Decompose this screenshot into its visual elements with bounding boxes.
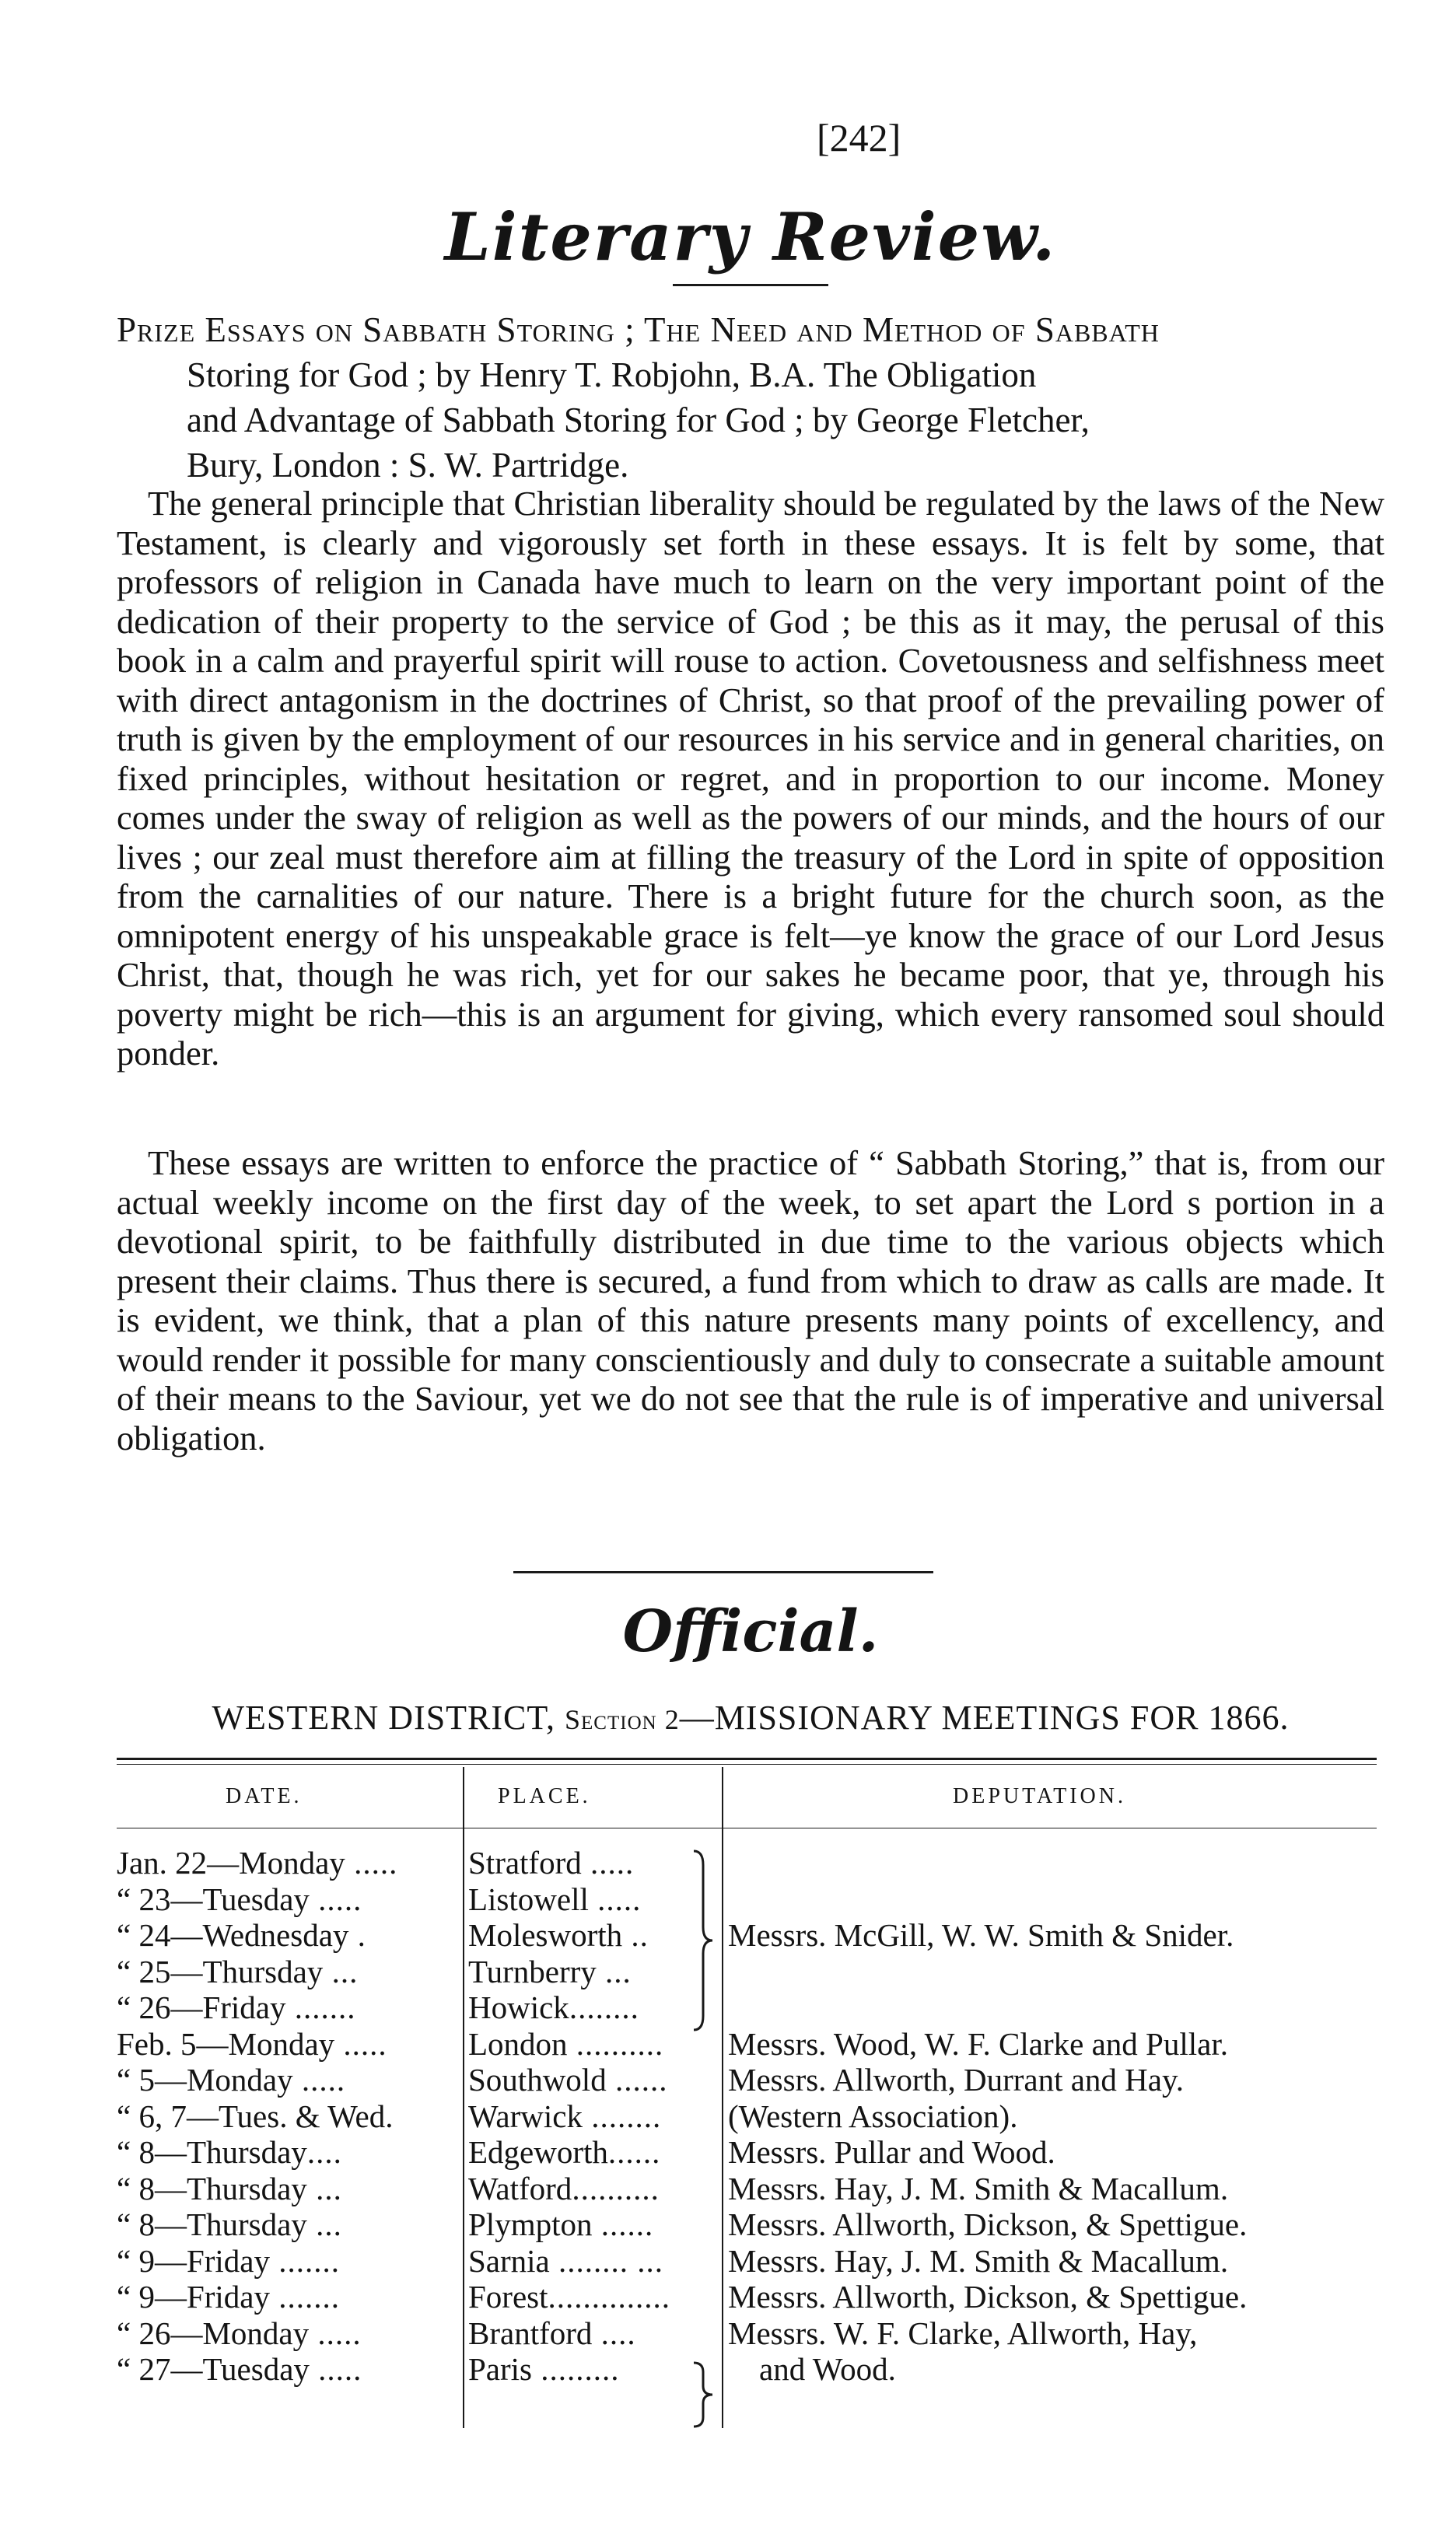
leader-dots: ..... (292, 2062, 346, 2098)
leader-dots: .......... (567, 2025, 664, 2062)
place-cell (468, 2134, 702, 2170)
deputation-cell (728, 2351, 1408, 2387)
date-text: “ 8—Thursday (117, 2134, 307, 2170)
right-brace-icon (691, 2361, 717, 2428)
place-cell (468, 1881, 702, 1917)
deputation-cell (728, 1917, 1377, 1953)
date-cell (117, 2243, 459, 2279)
review-paragraph-2: These essays are written to enforce the practice of “ Sabbath Storing,” that is, from our actual weekly income on the first day of the week, to set apart the Lord s portion in a devotional spirit, to be faithfully distributed in due time to the various objects which present their claims. Thus there is secured, a fund from which to draw as calls are made. It is evident, we think, that a plan of this nature presents many points of excellency, and would render it possible for many conscientiously and duly to consecrate a suitable amount of their means to the Saviour, yet we do not see that the rule is of imperative and universal obligation. (117, 1143, 1384, 1457)
leader-dots: ..... (309, 2351, 362, 2387)
leader-dots: ......... (532, 2351, 620, 2387)
place-text: Sarnia (468, 2242, 550, 2279)
date-text: “ 6, 7—Tues. & Wed. (117, 2098, 394, 2134)
header-date: DATE. (226, 1784, 303, 1808)
place-text: Stratford (468, 1845, 582, 1881)
literary-review-heading: Literary Review. (444, 198, 1057, 275)
missionary-meetings-table (117, 1758, 1377, 2427)
date-text: “ 25—Thursday (117, 1953, 324, 1989)
date-cell (117, 2351, 459, 2387)
date-text: “ 26—Friday (117, 1989, 286, 2025)
place-cell (468, 2098, 702, 2134)
title-line: Prize Essays on Sabbath Storing ; The Need and Method of Sabbath (117, 310, 1160, 349)
review-paragraph-1: The general principle that Christian liberality should be regulated by the laws of the New Testament, is clearly and vigorously set forth in these essays. It is felt by some, that professors of religion in Canada have much to learn on the very important point of the dedication of their property to the service of God ; be this as it may, the perusal of this book in a calm and prayerful spirit will rouse to action. Covetousness and selfishness meet with direct antagonism in the doctrines of Christ, so that proof of the prevailing power of truth is given by the employment of our resources in his service and in general charities, on fixed principles, without hesitation or regret, and in proportion to our income. Money comes under the sway of religion as well as the powers of our minds, and the hours of our lives ; our zeal must therefore aim at filling the treasury of the Lord in spite of opposition from the carnalities of our nature. There is a bright future for the church soon, as the omnipotent energy of his unspeakable grace is felt—ye know the grace of our Lord Jesus Christ, that, though he was rich, yet for our sakes he became poor, that ye, through his poverty might be rich—this is an argument for giving, which every ransomed soul should ponder. (117, 484, 1384, 1073)
place-text: Warwick (468, 2098, 583, 2134)
leader-dots: ....... (270, 2242, 340, 2279)
column-divider (463, 1767, 464, 2428)
deputation-text: Messrs. Hay, J. M. Smith & Macallum. (728, 2170, 1229, 2206)
leader-dots: ..... (334, 2025, 387, 2062)
review-book-title (117, 307, 1384, 488)
place-cell (468, 1917, 702, 1953)
leader-dots: ...... (606, 2062, 668, 2098)
deputation-cell (728, 2026, 1377, 2062)
place-text: Plympton (468, 2206, 593, 2242)
leader-dots: ..... (309, 1881, 362, 1917)
date-text: “ 8—Thursday (117, 2170, 307, 2206)
date-cell (117, 2098, 459, 2134)
meetings-heading-prefix: WESTERN DISTRICT, (212, 1699, 556, 1737)
deputation-text: (Western Association). (728, 2098, 1018, 2134)
date-text: “ 9—Friday (117, 2242, 270, 2279)
table-top-rule (117, 1758, 1377, 1760)
place-text: London (468, 2025, 568, 2062)
section-divider (513, 1571, 933, 1573)
date-cell (117, 1845, 459, 1881)
title-line: Bury, London : S. W. Partridge. (187, 446, 629, 485)
place-text: Brantford (468, 2315, 593, 2351)
deputation-cell (728, 2279, 1377, 2315)
leader-dots: ..... (345, 1845, 398, 1881)
date-text: “ 8—Thursday (117, 2206, 307, 2242)
place-text: Molesworth (468, 1917, 623, 1953)
table-top-rule-thin (117, 1764, 1377, 1765)
leader-dots: ...... (607, 2134, 661, 2170)
meetings-heading-section: Section 2 (565, 1704, 680, 1735)
leader-dots: ..... (588, 1881, 642, 1917)
deputation-cell (728, 2171, 1377, 2206)
date-text: “ 23—Tuesday (117, 1881, 310, 1917)
place-cell (468, 2171, 702, 2206)
place-text: Paris (468, 2351, 532, 2387)
leader-dots: .............. (548, 2279, 670, 2315)
date-text: Jan. 22—Monday (117, 1845, 345, 1881)
leader-dots: .......... (572, 2170, 660, 2206)
date-cell (117, 2171, 459, 2206)
date-text: “ 5—Monday (117, 2062, 293, 2098)
place-text: Turnberry (468, 1953, 597, 1989)
date-cell (117, 1881, 459, 1917)
title-line: and Advantage of Sabbath Storing for God ; by George Fletcher, (187, 401, 1090, 439)
place-text: Howick (468, 1989, 569, 2025)
meetings-heading (117, 1698, 1384, 1737)
deputation-cell (728, 2062, 1377, 2098)
meetings-heading-suffix: —MISSIONARY MEETINGS FOR 1866. (679, 1699, 1290, 1737)
deputation-cell (728, 2315, 1377, 2351)
place-text: Watford (468, 2170, 572, 2206)
deputation-text: Messrs. Pullar and Wood. (728, 2134, 1055, 2170)
deputation-text: Messrs. McGill, W. W. Smith & Snider. (728, 1917, 1234, 1953)
date-cell (117, 2134, 459, 2170)
leader-dots: ........ ... (549, 2242, 663, 2279)
place-text: Listowell (468, 1881, 589, 1917)
leader-dots: ... (306, 2170, 342, 2206)
place-cell (468, 1954, 702, 1989)
place-cell (468, 1989, 702, 2025)
date-cell (117, 2062, 459, 2098)
column-divider (722, 1767, 723, 2428)
date-text: “ 24—Wednesday (117, 1917, 349, 1953)
deputation-text: Messrs. Allworth, Durrant and Hay. (728, 2062, 1185, 2098)
deputation-cell (728, 2243, 1377, 2279)
date-cell (117, 1917, 459, 1953)
date-text: “ 26—Monday (117, 2315, 310, 2351)
date-cell (117, 1954, 459, 1989)
leader-dots: ........ (582, 2098, 662, 2134)
leader-dots: .... (306, 2134, 342, 2170)
deputation-text: and Wood. (759, 2351, 896, 2387)
leader-dots: .. (622, 1917, 649, 1953)
place-cell (468, 2206, 702, 2242)
date-cell (117, 2026, 459, 2062)
date-cell (117, 2315, 459, 2351)
date-cell (117, 2206, 459, 2242)
leader-dots: ........ (569, 1989, 639, 2025)
date-text: Feb. 5—Monday (117, 2025, 335, 2062)
date-cell (117, 1989, 459, 2025)
right-brace-icon (691, 1849, 717, 2031)
leader-dots: ...... (592, 2206, 654, 2242)
deputation-text: Messrs. Allworth, Dickson, & Spettigue. (728, 2279, 1248, 2315)
place-text: Southwold (468, 2062, 607, 2098)
leader-dots: ... (323, 1953, 359, 1989)
deputation-text: Messrs. Allworth, Dickson, & Spettigue. (728, 2206, 1248, 2242)
leader-dots: ....... (285, 1989, 356, 2025)
place-cell (468, 2315, 702, 2351)
deputation-text: Messrs. Hay, J. M. Smith & Macallum. (728, 2242, 1229, 2279)
place-cell (468, 2279, 702, 2315)
leader-dots: ....... (270, 2279, 340, 2315)
place-cell (468, 2351, 702, 2387)
official-heading: Official. (622, 1598, 879, 1665)
place-cell (468, 2243, 702, 2279)
place-cell (468, 1845, 702, 1881)
leader-dots: ... (596, 1953, 632, 1989)
leader-dots: ... (306, 2206, 342, 2242)
deputation-text: Messrs. Wood, W. F. Clarke and Pullar. (728, 2025, 1228, 2062)
leader-dots: ..... (581, 1845, 635, 1881)
date-cell (117, 2279, 459, 2315)
leader-dots: .... (592, 2315, 636, 2351)
header-place: PLACE. (498, 1784, 591, 1808)
header-deputation: DEPUTATION. (953, 1784, 1126, 1808)
page-number: [242] (817, 116, 901, 159)
date-text: “ 27—Tuesday (117, 2351, 310, 2387)
deputation-cell (728, 2206, 1377, 2242)
heading-rule (673, 284, 828, 286)
place-cell (468, 2062, 702, 2098)
deputation-cell (728, 2134, 1377, 2170)
place-cell (468, 2026, 702, 2062)
date-text: “ 9—Friday (117, 2279, 270, 2315)
title-line: Storing for God ; by Henry T. Robjohn, B.A. The Obligation (187, 355, 1037, 394)
leader-dots: . (348, 1917, 366, 1953)
place-text: Forest (468, 2279, 548, 2315)
deputation-cell (728, 2098, 1377, 2134)
deputation-text: Messrs. W. F. Clarke, Allworth, Hay, (728, 2315, 1198, 2351)
place-text: Edgeworth (468, 2134, 608, 2170)
leader-dots: ..... (309, 2315, 362, 2351)
